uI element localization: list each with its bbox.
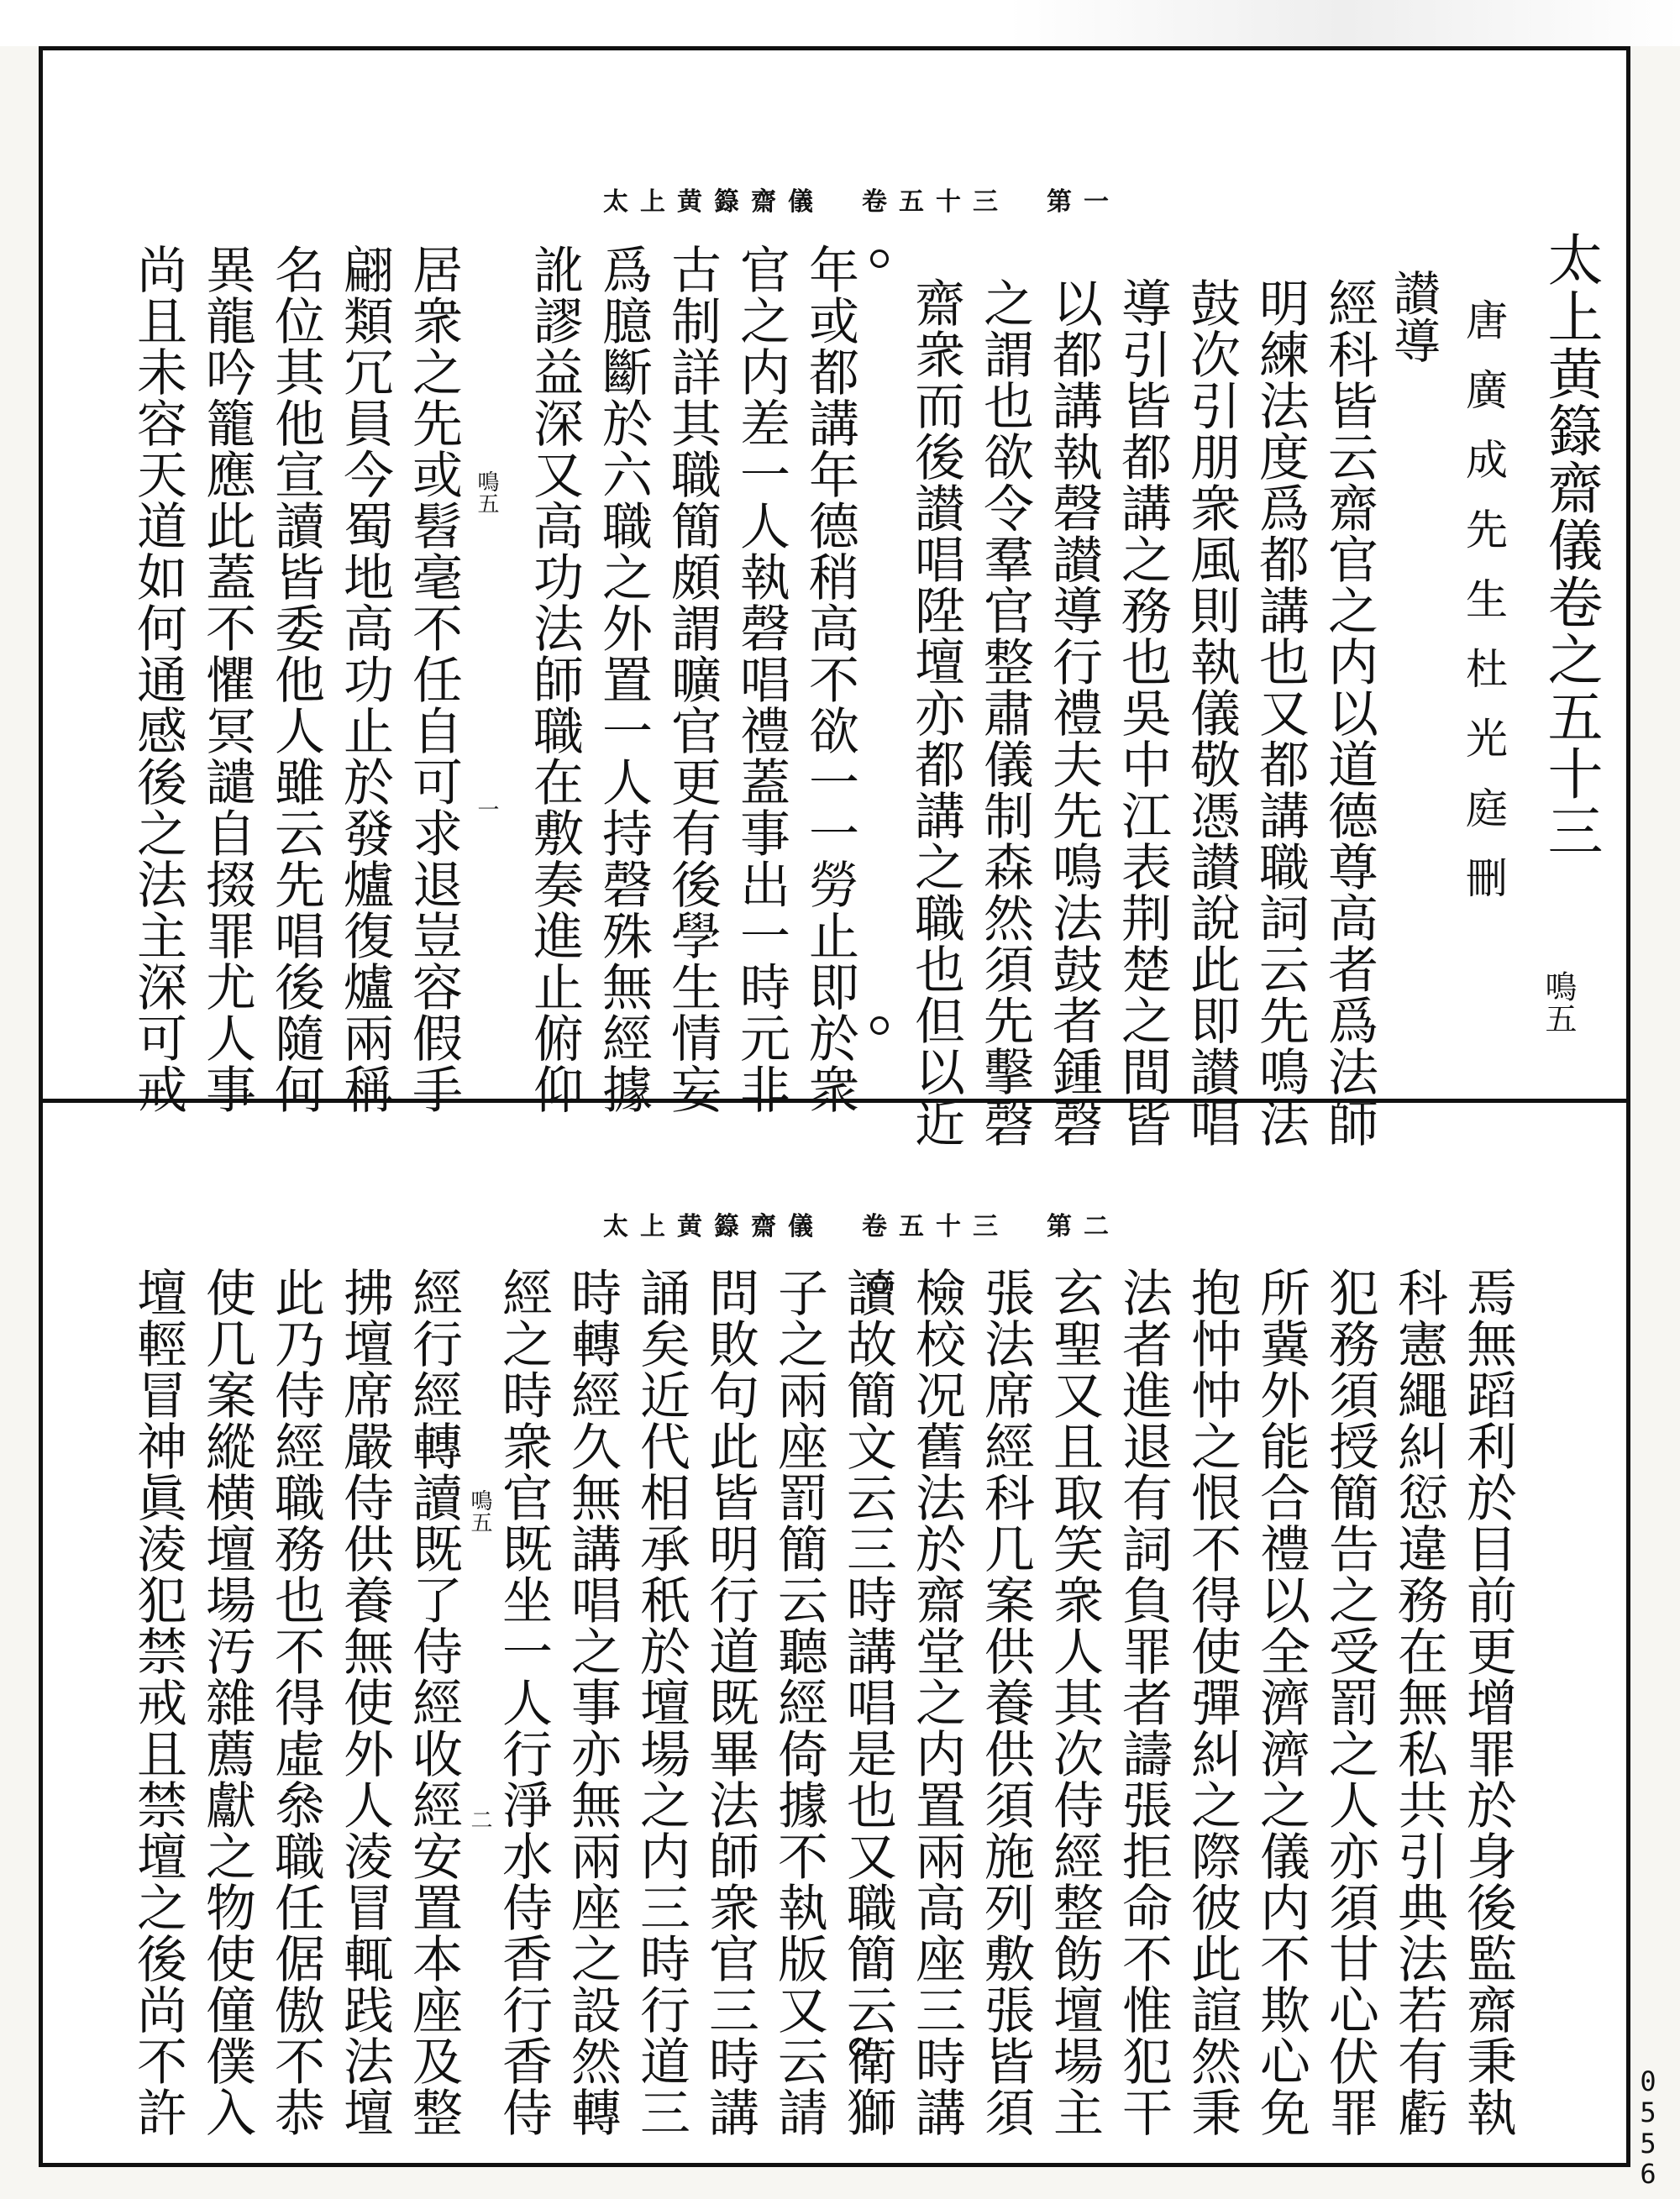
page-number: 0 5 5 6 [1640, 2065, 1656, 2191]
paragraph-circle [870, 1275, 889, 1294]
text-column: 法者進退有詞負罪者譸張拒命不惟犯干 [1114, 1267, 1173, 2138]
inline-leaf-mark: 二 [467, 1808, 492, 1830]
text-column: 讀故簡文云三時講唱是也又職簡云衛獅 [838, 1267, 897, 2138]
text-column: 問敗句此皆明行道既畢法師衆官三時講 [701, 1267, 759, 2138]
text-column: 時轉經久無講唱之事亦無兩座之設然轉 [563, 1267, 622, 2138]
author-line: 唐廣成先生杜光庭刪 [1459, 298, 1508, 926]
text-column: 古制詳其職簡頗謂曠官更有後學生情妄 [663, 244, 722, 1115]
text-column: 張法席經科几案供養供須施列敷張皆須 [976, 1267, 1035, 2138]
inline-leaf-mark: 鳴五 [474, 470, 499, 514]
text-column: 子之兩座罰簡云聽經倚據不執版又云請 [769, 1267, 828, 2138]
text-column: 尚且未容天道如何通感後之法主深可戒 [129, 244, 187, 1115]
text-column: 異龍吟籠應此蓋不懼冥譴自掇罪尤人事 [197, 244, 256, 1115]
paragraph-circle [849, 2038, 868, 2056]
text-column: 之謂也欲令羣官整肅儀制森然須先擊磬 [975, 277, 1034, 1148]
inline-leaf-mark: 鳴五 [467, 1489, 492, 1533]
inline-leaf-mark: 一 [474, 798, 499, 820]
top-leaf-marker: 鳴五 [1540, 970, 1577, 1034]
text-column: 以都講執磬讃導行禮夫先鳴法鼓者鍾磬 [1044, 277, 1103, 1148]
text-column: 所冀外能合禮以全濟濟之儀内不欺心免 [1252, 1267, 1310, 2138]
text-column: 名位其他宣讀皆委他人雖云先唱後隨何 [266, 244, 325, 1115]
text-column: 訛謬益深又高功法師職在敷奏進止俯仰 [525, 244, 584, 1115]
bottom-panel [39, 1103, 1630, 2163]
volume-title: 太上黄籙齋儀卷之五十三 [1538, 231, 1603, 859]
text-column: 使几案縱横壇場汚雜薦獻之物使僮僕入 [197, 1267, 256, 2138]
text-column: 科憲繩糾愆違務在無私共引典法若有虧 [1389, 1267, 1448, 2138]
text-column: 壇輕冒神眞淩犯禁戒且禁壇之後尚不許 [129, 1267, 187, 2138]
text-column: 抱忡忡之恨不得使彈糾之際彼此諠然秉 [1183, 1267, 1242, 2138]
bottom-running-head: 太上黄籙齋儀 卷五十三 第二 [603, 1212, 1121, 1241]
text-column: 經行經轉讀既了侍經收經安置本座及整 [404, 1267, 463, 2138]
text-column: 年或都講年德稍高不欲一一勞止即於衆 [801, 244, 859, 1115]
text-column: 焉無蹈利於目前更增罪於身後監齋秉執 [1458, 1267, 1517, 2138]
text-column: 檢校况舊法於齋堂之内置兩高座三時講 [907, 1267, 966, 2138]
text-column: 官之内差一人執磬唱禮蓋事出一時元非 [732, 244, 790, 1115]
text-column: 鼓次引朋衆風則執儀敬憑讃說此即讃唱 [1182, 277, 1241, 1148]
scan-edge [0, 0, 1680, 46]
paragraph-circle [870, 1016, 889, 1035]
text-column: 玄聖又且取笑衆人其次侍經整飭壇場主 [1045, 1267, 1104, 2138]
text-column: 誦矣近代相承秖於壇場之内三時行道三 [632, 1267, 690, 2138]
text-column: 此乃侍經職務也不得虛叅職任倨傲不恭 [266, 1267, 325, 2138]
text-column: 翩類冗員今蜀地高功止於發爐復爐兩稱 [335, 244, 394, 1115]
text-column: 經科皆云齋官之内以道德尊高者爲法師 [1320, 277, 1378, 1148]
top-running-head: 太上黄籙齋儀 卷五十三 第一 [603, 187, 1121, 217]
text-column: 經之時衆官既坐一人行淨水侍香行香侍 [494, 1267, 553, 2138]
section-heading: 讃導 [1386, 269, 1441, 365]
text-column: 導引皆都講之務也吳中江表荆楚之間皆 [1113, 277, 1172, 1148]
text-column: 齋衆而後讃唱陞壇亦都講之職也但以近 [906, 277, 965, 1148]
text-column: 居衆之先或髫毫不任自可求退豈容假手 [404, 244, 463, 1115]
text-column: 犯務須授簡告之受罰之人亦須甘心伏罪 [1320, 1267, 1379, 2138]
text-column: 拂壇席嚴侍供養無使外人淩冒輒践法壇 [335, 1267, 394, 2138]
text-column: 明練法度爲都講也又都講職詞云先鳴法 [1251, 277, 1310, 1148]
paragraph-circle [870, 249, 889, 268]
top-panel [39, 50, 1630, 1148]
text-column: 爲臆斷於六職之外置一人持磬殊無經據 [594, 244, 653, 1115]
